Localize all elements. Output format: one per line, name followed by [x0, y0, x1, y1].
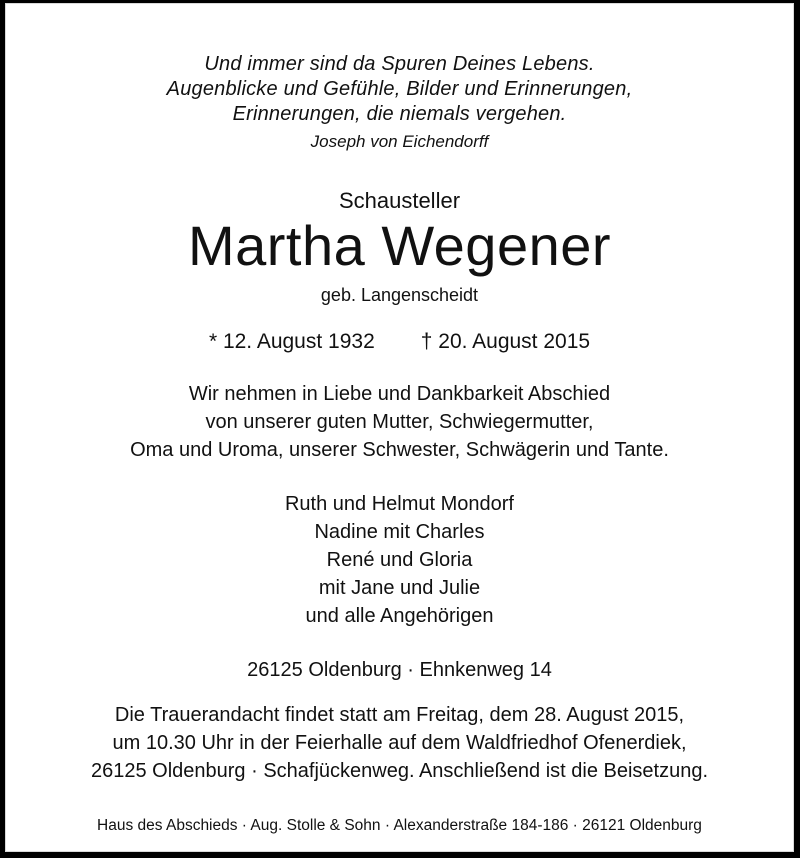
mourner-line: Ruth und Helmut Mondorf — [284, 493, 514, 515]
service-line: 26125 Oldenburg · Schafjückenweg. Anschließend ist die Beisetzung. — [90, 760, 709, 782]
mourner-line: René und Gloria — [326, 549, 473, 571]
family-address: 26125 Oldenburg · Ehnkenweg 14 — [247, 659, 552, 681]
funeral-home-info: Haus des Abschieds · Aug. Stolle & Sohn · Alexanderstraße 184-186 · 26121 Oldenburg — [97, 817, 702, 834]
deceased-name: Martha Wegener — [187, 214, 612, 277]
mourner-line: Nadine mit Charles — [314, 521, 485, 543]
death-date: † 20. August 2015 — [420, 330, 591, 353]
farewell-line: von unserer guten Mutter, Schwiegermutter, — [205, 411, 594, 433]
service-details — [5, 701, 794, 785]
service-line: Die Trauerandacht findet statt am Freitag, dem 28. August 2015, — [114, 704, 685, 726]
farewell-line: Wir nehmen in Liebe und Dankbarkeit Abschied — [188, 383, 611, 405]
memorial-quote — [5, 52, 794, 127]
quote-attribution: Joseph von Eichendorff — [310, 132, 489, 151]
life-dates — [5, 330, 794, 354]
deceased-profession: Schausteller — [338, 188, 461, 213]
mourners-list — [5, 490, 794, 630]
quote-line: Und immer sind da Spuren Deines Lebens. — [204, 53, 595, 75]
mourner-line: mit Jane und Julie — [318, 577, 481, 599]
service-line: um 10.30 Uhr in der Feierhalle auf dem Waldfriedhof Ofenerdiek, — [112, 732, 687, 754]
quote-line: Augenblicke und Gefühle, Bilder und Erinnerungen, — [166, 78, 633, 100]
deceased-maiden-name: geb. Langenscheidt — [320, 285, 479, 305]
birth-date: * 12. August 1932 — [208, 330, 375, 353]
mourner-line: und alle Angehörigen — [305, 605, 494, 627]
farewell-text — [5, 380, 794, 464]
quote-line: Erinnerungen, die niemals vergehen. — [232, 103, 567, 125]
obituary-card — [5, 3, 794, 852]
farewell-line: Oma und Uroma, unserer Schwester, Schwägerin und Tante. — [130, 439, 669, 461]
